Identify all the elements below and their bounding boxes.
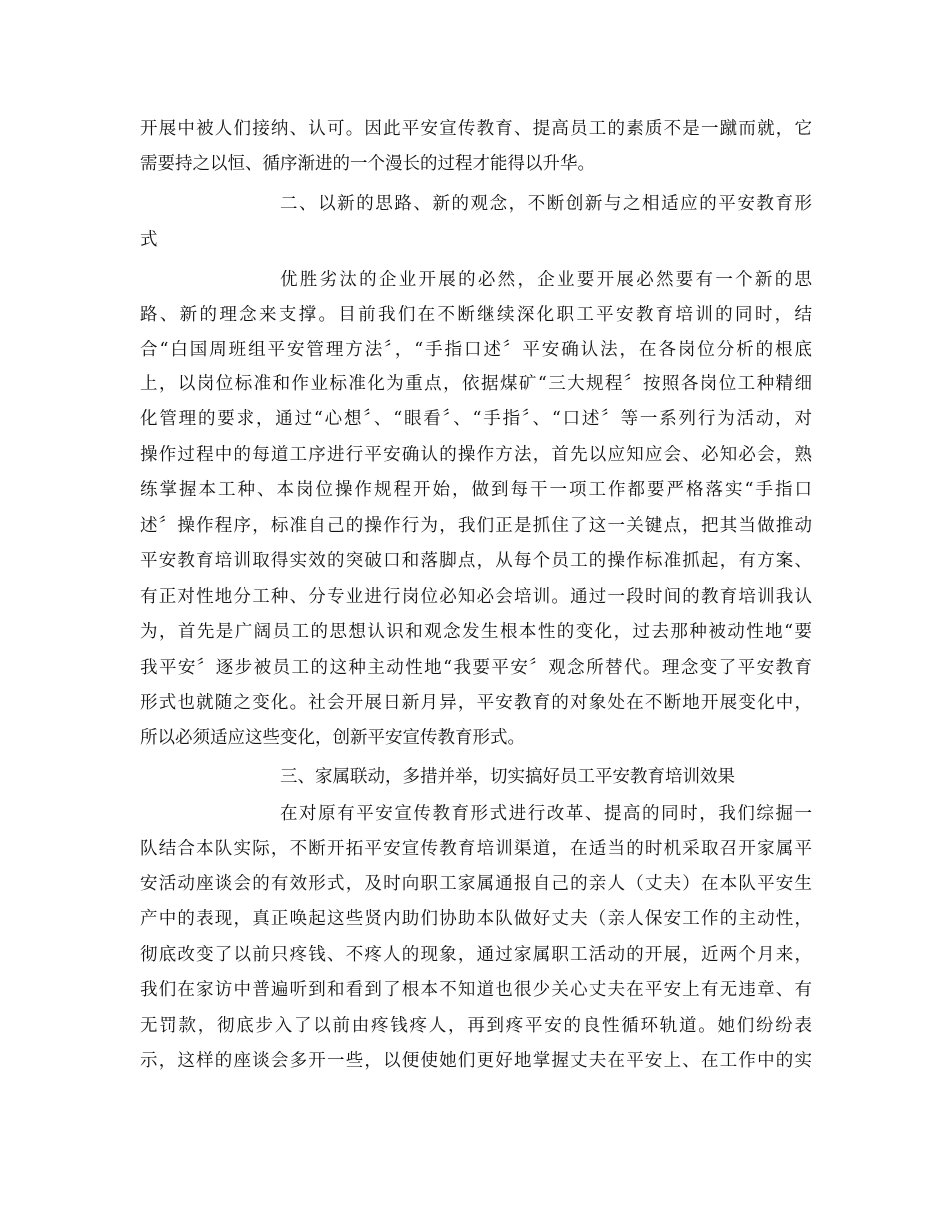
paragraph-line: 所以必须适应这些变化，创新平安宣传教育形式。 [140,728,525,748]
paragraph-line: 产中的表现，真正唤起这些贤内助们协助本队做好丈夫（亲人保安工作的主动性， [140,909,812,929]
paragraph-line: 彻底改变了以前只疼钱、不疼人的现象，通过家属职工活动的开展，近两个月来， [140,945,812,965]
paragraph-line: 路、新的理念来支撑。目前我们在不断继续深化职工平安教育培训的同时，结 [140,305,812,325]
paragraph-line: 在对原有平安宣传教育形式进行改革、提高的同时，我们综掘一 [280,804,812,824]
paragraph-line: 上，以岗位标准和作业标准化为重点，依据煤矿“三大规程〞按照各岗位工种精细 [140,374,812,394]
paragraph-line: 我平安〞逐步被员工的这种主动性地“我要平安〞观念所替代。理念变了平安教育 [140,658,812,678]
paragraph-line: 队结合本队实际，不断开拓平安宣传教育培训渠道，在适当的时机采取召开家属平 [140,839,812,859]
paragraph-line: 平安教育培训取得实效的突破口和落脚点，从每个员工的操作标准抓起，有方案、 [140,551,812,571]
paragraph-line: 需要持之以恒、循序渐进的一个漫长的过程才能得以升华。 [140,154,595,174]
paragraph-line: 为，首先是广阔员工的思想认识和观念发生根本性的变化，过去那种被动性地“要 [140,622,812,642]
paragraph-line: 形式也就随之变化。社会开展日新月异，平安教育的对象处在不断地开展变化中， [140,693,812,713]
paragraph-line: 我们在家访中普遍听到和看到了根本不知道也很少关心丈夫在平安上有无违章、有 [140,980,812,1000]
paragraph-line: 操作过程中的每道工序进行平安确认的操作方法，首先以应知应会、必知必会，熟 [140,445,812,465]
paragraph-line: 合“白国周班组平安管理方法〞，“手指口述〞平安确认法，在各岗位分析的根底 [140,340,812,360]
paragraph-line: 练掌握本工种、本岗位操作规程开始，做到每干一项工作都要严格落实“手指口 [140,480,812,500]
section-heading-line: 式 [140,230,158,250]
paragraph-line: 化管理的要求，通过“心想〞、“眼看〞、“手指〞、“口述〞等一系列行为活动，对 [140,409,812,429]
paragraph-line: 述〞操作程序，标准自己的操作行为，我们正是抓住了这一关键点，把其当做推动 [140,516,812,536]
paragraph-line: 有正对性地分工种、分专业进行岗位必知必会培训。通过一段时间的教育培训我认 [140,587,812,607]
section-heading-line: 三、家属联动，多措并举，切实搞好员工平安教育培训效果 [280,767,735,787]
paragraph-line: 无罚款，彻底步入了以前由疼钱疼人，再到疼平安的良性循环轨道。她们纷纷表 [140,1016,812,1036]
paragraph-line: 优胜劣汰的企业开展的必然，企业要开展必然要有一个新的思 [280,270,812,290]
paragraph-line: 示，这样的座谈会多开一些，以便使她们更好地掌握丈夫在平安上、在工作中的实 [140,1051,812,1071]
paragraph-line: 安活动座谈会的有效形式，及时向职工家属通报自己的亲人（丈夫）在本队平安生 [140,874,812,894]
paragraph-line: 开展中被人们接纳、认可。因此平安宣传教育、提高员工的素质不是一蹴而就，它 [140,119,812,139]
section-heading-line: 二、以新的思路、新的观念，不断创新与之相适应的平安教育形 [280,194,812,214]
